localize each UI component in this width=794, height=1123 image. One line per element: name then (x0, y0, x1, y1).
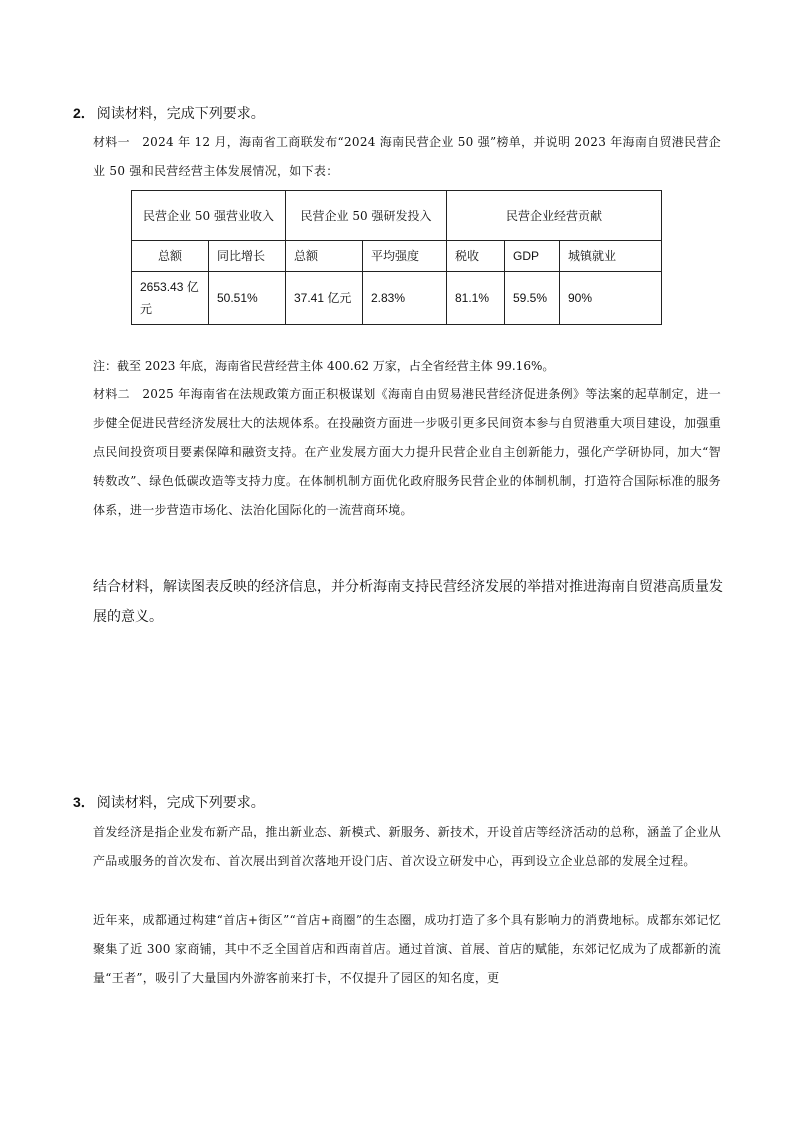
material-2-text: 材料二 2025 年海南省在法规政策方面正积极谋划《海南自由贸易港民营经济促进条例》等法案的起草制定，进一步健全促进民营经济发展壮大的法规体系。在投融资方面进一步吸引更多民间资本参与自贸港重大项目建设，加强重点民间投资项目要素保障和融资支持。在产业发展方面大力提升民营企业自主创新能力，强化产学研协同，加大“智转数改”、绿色低碳改造等支持力度。在体制机制方面优化政府服务民营企业的体制机制，打造符合国际标准的服务体系，进一步营造市场化、法治化国际化的一流营商环境。 (93, 387, 721, 517)
table-header-row (132, 191, 662, 241)
question-instruction: 阅读材料，完成下列要求。 (96, 795, 265, 811)
q3-paragraph-2: 近年来，成都通过构建“首店+街区”“首店+商圈”的生态圈，成功打造了多个具有影响力的消费地标。成都东郊记忆聚集了近 300 家商铺，其中不乏全国首店和西南首店。通过首演、首展、首店的赋能，东郊记忆成为了成都新的流量“王者”，吸引了大量国内外游客前来打卡，不仅提升了园区的知名度，更 (93, 913, 721, 985)
table-cell: 59.5% (505, 272, 560, 325)
material-1-text: 材料一 2024 年 12 月，海南省工商联发布“2024 海南民营企业 50 强”榜单，并说明 2023 年海南自贸港民营企业 50 强和民营经营主体发展情况，如下表： (93, 135, 721, 178)
table-cell: 2.83% (363, 272, 447, 325)
table-header-cell: 民营企业 50 强营业收入 (132, 191, 286, 241)
question-2-task: 结合材料，解读图表反映的经济信息，并分析海南支持民营经济发展的举措对推进海南自贸港高质量发展的意义。 (93, 579, 723, 625)
table-subheader-row (132, 241, 662, 272)
table-cell: 81.1% (447, 272, 505, 325)
q3-paragraph-1: 首发经济是指企业发布新产品，推出新业态、新模式、新服务、新技术，开设首店等经济活动的总称，涵盖了企业从产品或服务的首次发布、首次展出到首次落地开设门店、首次设立研发中心，再到设立企业总部的发展全过程。 (93, 825, 721, 868)
data-table (131, 190, 662, 325)
table-header-cell: 民营企业 50 强研发投入 (286, 191, 447, 241)
table-header-cell: 民营企业经营贡献 (447, 191, 662, 241)
table-subheader-cell: 城镇就业 (560, 241, 662, 272)
table-cell: 50.51% (209, 272, 286, 325)
table-row (132, 272, 662, 325)
table-cell: 37.41 亿元 (286, 272, 363, 325)
table-note: 注：截至 2023 年底，海南省民营经营主体 400.62 万家，占全省经营主体 99.16%。 (93, 359, 555, 373)
table-subheader-cell: 平均强度 (363, 241, 447, 272)
question-number: 2． (73, 105, 95, 121)
table-subheader-cell: 同比增长 (209, 241, 286, 272)
table-subheader-cell: 总额 (286, 241, 363, 272)
table-cell: 90% (560, 272, 662, 325)
question-number: 3． (73, 794, 95, 810)
question-instruction: 阅读材料，完成下列要求。 (96, 106, 265, 122)
table-cell: 2653.43 亿元 (132, 272, 209, 325)
question-3-title (73, 792, 265, 812)
table-subheader-cell: 税收 (447, 241, 505, 272)
table-subheader-cell: GDP (505, 241, 560, 272)
table-subheader-cell: 总额 (132, 241, 209, 272)
question-2-title (73, 103, 265, 123)
